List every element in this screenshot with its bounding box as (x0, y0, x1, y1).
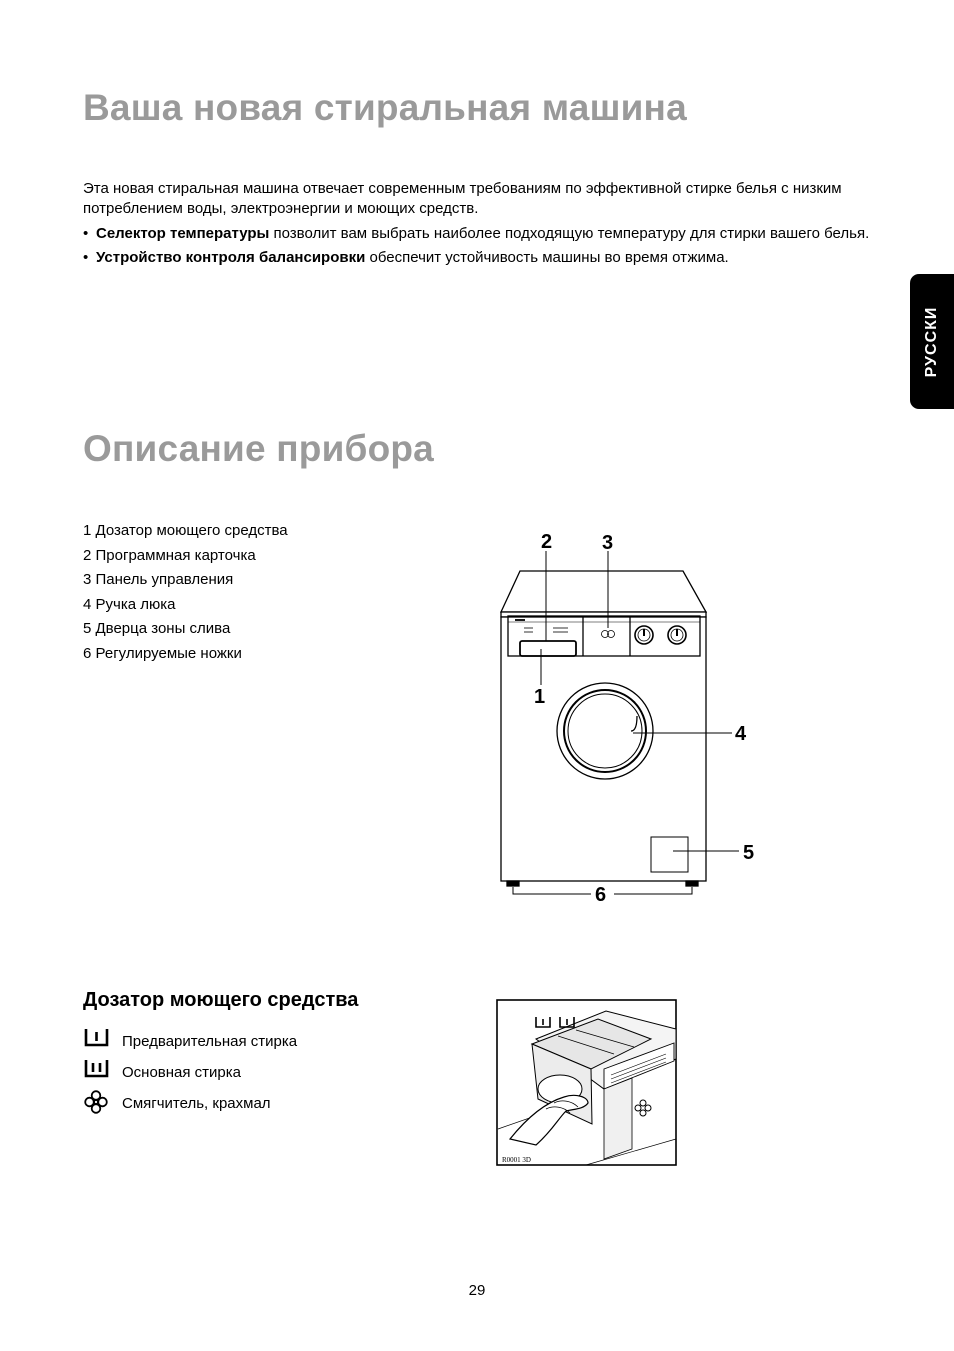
callout-2: 2 (541, 531, 553, 553)
main-wash-compartment-icon (83, 1058, 111, 1080)
legend-item (83, 1089, 403, 1115)
legend-label: Основная стирка (122, 1064, 242, 1081)
feature-description: позволит вам выбрать наиболее подходящую температуру для стирки вашего белья. (269, 225, 870, 242)
legend-item (83, 1058, 403, 1084)
feature-item (83, 224, 873, 243)
language-tab (910, 274, 954, 409)
intro-paragraph: Эта новая стиральная машина отвечает современным требованиям по эффективной стирке белья с низким потреблением воды, электроэнергии и моющих средств. (83, 180, 842, 217)
dispenser-illustration (496, 999, 677, 1166)
legend-label: Предварительная стирка (122, 1033, 298, 1050)
callout-3: 3 (602, 532, 614, 554)
feature-name: Устройство контроля балансировки (96, 249, 366, 266)
legend-label: Смягчитель, крахмал (122, 1095, 271, 1112)
part-item: 6 Регулируемые ножки (83, 644, 242, 662)
callout-4: 4 (735, 723, 747, 745)
part-item: 5 Дверца зоны слива (83, 620, 231, 637)
feature-description: обеспечит устойчивость машины во время отжима. (365, 249, 729, 266)
part-item: 4 Ручка люка (83, 595, 176, 613)
softener-flower-icon (83, 1089, 109, 1115)
feature-item (83, 248, 873, 267)
part-item: 3 Панель управления (83, 571, 234, 588)
callout-6: 6 (595, 884, 607, 906)
part-item: 2 Программная карточка (83, 546, 256, 564)
illustration-code: R0001 3D (502, 1156, 531, 1164)
language-tab-label: РУССКИ (923, 306, 940, 377)
section-title-description: Описание прибора (83, 428, 434, 469)
callout-5: 5 (743, 842, 755, 864)
washing-machine-diagram (490, 525, 770, 910)
callout-1: 1 (534, 686, 546, 708)
page-number: 29 (468, 1282, 486, 1299)
section-title-dispenser: Дозатор моющего средства (83, 989, 359, 1011)
legend-item (83, 1027, 403, 1053)
feature-list (83, 224, 873, 272)
prewash-compartment-icon (83, 1027, 111, 1049)
feature-name: Селектор температуры (96, 225, 270, 242)
parts-list (83, 519, 288, 666)
part-item: 1 Дозатор моющего средства (83, 522, 288, 539)
page-title: Ваша новая стиральная машина (83, 87, 687, 128)
